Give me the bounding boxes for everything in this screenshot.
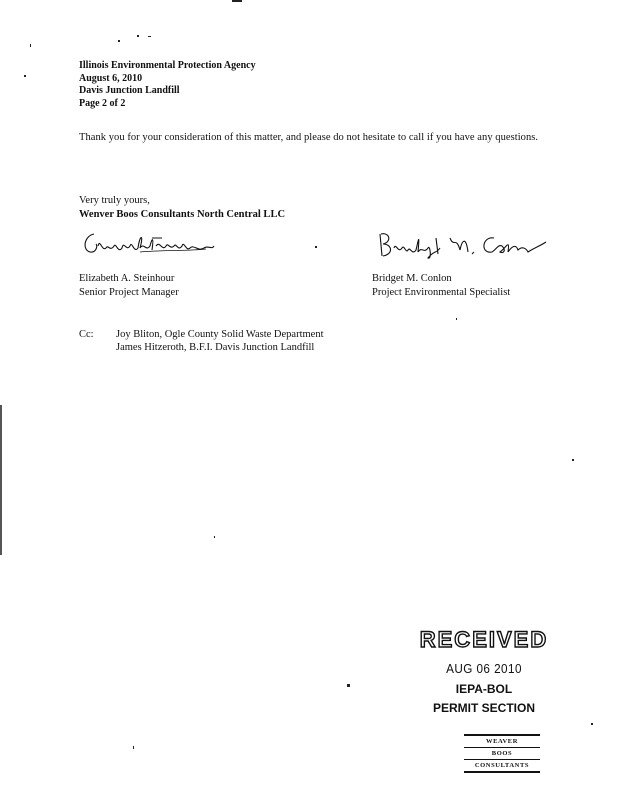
stamp-agency: IEPA-BOL	[455, 682, 513, 696]
scan-speck	[456, 318, 457, 320]
scan-speck	[148, 36, 151, 37]
signer-right-name: Bridget M. Conlon	[372, 273, 452, 284]
subject-site: Davis Junction Landfill	[79, 85, 180, 96]
cc-recipient: Joy Bliton, Ogle County Solid Waste Department	[116, 329, 324, 340]
recipient-agency: Illinois Environmental Protection Agency	[79, 60, 256, 71]
letter-date: August 6, 2010	[79, 72, 143, 84]
stamp-date: AUG 06 2010	[446, 661, 522, 676]
cc-block	[79, 328, 324, 354]
stamp-permit-section: PERMIT SECTION	[432, 701, 535, 715]
cc-recipient: James Hitzeroth, B.F.I. Davis Junction Landfill	[116, 342, 315, 353]
scan-speck	[214, 536, 215, 538]
company-logo	[464, 733, 540, 774]
scan-speck	[30, 44, 31, 47]
cc-list	[116, 328, 324, 354]
signer-left-block	[79, 272, 179, 300]
body-paragraph: Thank you for your consideration of this matter, and please do not hesitate to call if you have any questions.	[79, 132, 539, 143]
logo-word: CONSULTANTS	[474, 762, 530, 769]
closing-block	[79, 194, 285, 222]
scan-speck	[137, 35, 139, 37]
scan-speck	[591, 723, 593, 725]
received-stamp	[416, 627, 552, 715]
letter-header	[79, 60, 256, 110]
scan-speck	[572, 459, 574, 461]
scan-mark	[232, 0, 242, 2]
stamp-received: RECEIVED	[419, 627, 549, 652]
signer-left-name: Elizabeth A. Steinhour	[79, 273, 175, 284]
scan-speck	[315, 246, 317, 248]
logo-rule	[464, 771, 540, 773]
scan-speck	[24, 75, 26, 77]
scan-speck	[133, 746, 134, 749]
cc-label: Cc:	[79, 329, 94, 340]
logo-word: WEAVER	[485, 738, 518, 745]
logo-rule	[464, 747, 540, 748]
scan-speck	[347, 684, 350, 687]
logo-rule	[464, 734, 540, 736]
signature-left	[80, 226, 220, 262]
logo-rule	[464, 759, 540, 760]
signer-left-title: Senior Project Manager	[79, 287, 179, 298]
salutation: Very truly yours,	[79, 195, 150, 206]
logo-word: BOOS	[491, 750, 513, 757]
firm-name: Wenver Boos Consultants North Central LLC	[79, 209, 286, 220]
page-number: Page 2 of 2	[79, 97, 126, 109]
signer-right-title: Project Environmental Specialist	[372, 287, 511, 298]
signature-right	[376, 228, 556, 262]
scan-speck	[118, 40, 120, 42]
signer-right-block	[372, 272, 510, 300]
scan-edge	[0, 405, 2, 555]
